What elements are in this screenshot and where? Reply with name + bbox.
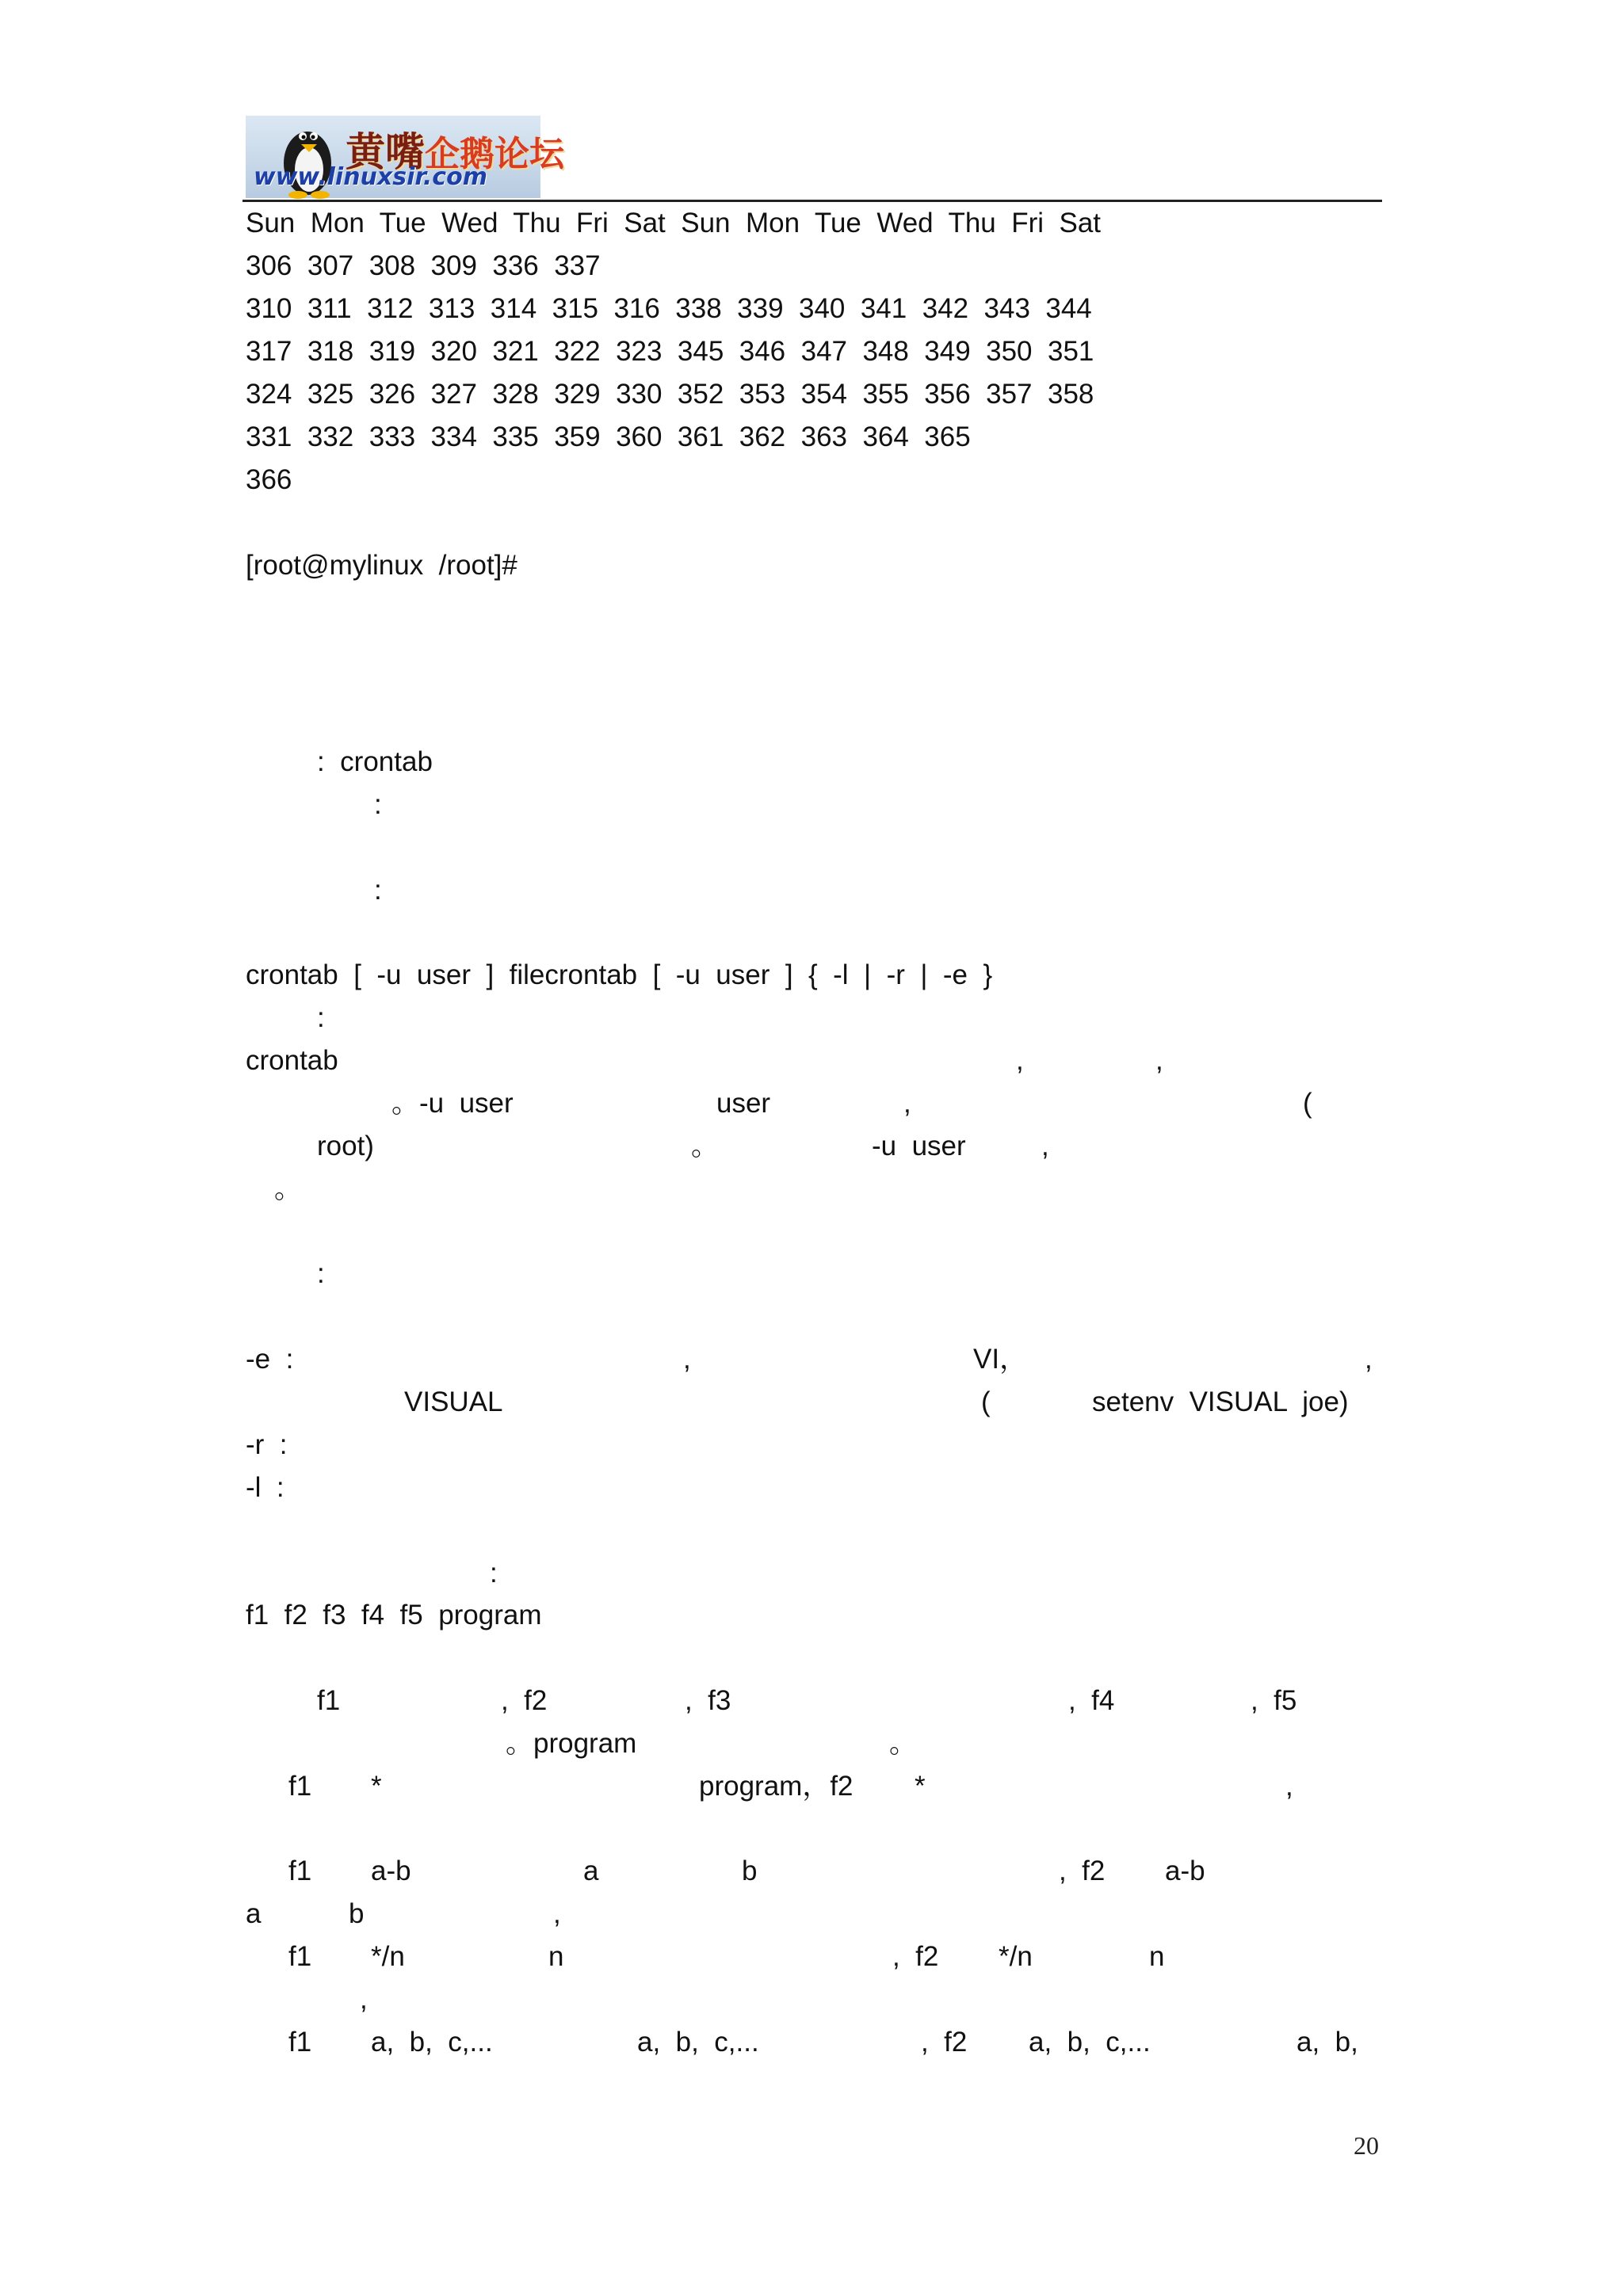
text-fragment: ,: [1365, 1344, 1373, 1375]
calendar-row: 310 311 312 313 314 315 316 338 339 340 341 342 343 344: [246, 293, 1092, 324]
text-fragment: -e :: [246, 1344, 294, 1375]
text-fragment: ,: [1155, 1045, 1163, 1076]
text-fragment: a, b, c,...: [1029, 2027, 1151, 2058]
text-fragment: a: [583, 1855, 599, 1886]
text-fragment: *: [371, 1771, 382, 1802]
text-fragment: : crontab: [317, 746, 433, 777]
text-fragment: crontab: [246, 1045, 338, 1076]
text-fragment: a-b: [1165, 1855, 1205, 1886]
text-fragment: ,: [1016, 1045, 1024, 1076]
logo-title-part: 企鹅论坛: [425, 134, 564, 174]
text-fragment: , f2: [1059, 1855, 1106, 1886]
text-fragment: a: [246, 1898, 262, 1929]
text-fragment: VI，: [973, 1344, 1028, 1375]
text-fragment: user: [716, 1088, 771, 1119]
text-fragment: :: [317, 1002, 325, 1033]
text-fragment: a-b: [371, 1855, 411, 1886]
text-fragment: , f4: [1068, 1685, 1115, 1716]
text-fragment: , f5: [1251, 1685, 1297, 1716]
text-fragment: :: [374, 789, 382, 820]
text-fragment: :: [317, 1258, 325, 1289]
calendar-row: 324 325 326 327 328 329 330 352 353 354 355 356 357 358: [246, 379, 1094, 410]
text-fragment: VISUAL: [404, 1386, 503, 1417]
text-fragment: ,: [683, 1344, 691, 1375]
calendar-header-row: Sun Mon Tue Wed Thu Fri Sat Sun Mon Tue Wed Thu Fri Sat: [246, 208, 1102, 238]
text-fragment: ,: [360, 1984, 368, 2015]
calendar-row: 306 307 308 309 336 337: [246, 250, 601, 281]
text-fragment: ,: [1285, 1771, 1293, 1802]
text-fragment: root): [317, 1131, 374, 1161]
text-fragment: 。: [691, 1131, 720, 1161]
text-fragment: -l :: [246, 1472, 285, 1503]
text-fragment: , f2: [892, 1941, 939, 1972]
text-fragment: a, b, c,...: [371, 2027, 493, 2058]
text-fragment: f1: [317, 1685, 341, 1716]
text-fragment: ,: [903, 1088, 911, 1119]
text-fragment: -r :: [246, 1429, 288, 1460]
text-fragment: (: [1303, 1088, 1312, 1119]
text-fragment: :: [490, 1558, 498, 1589]
text-fragment: f1: [288, 1855, 312, 1886]
text-fragment: */n: [999, 1941, 1033, 1972]
text-fragment: 。: [889, 1728, 918, 1759]
text-fragment: f1 f2 f3 f4 f5 program: [246, 1600, 542, 1630]
text-fragment: 。-u user: [391, 1088, 514, 1119]
text-fragment: f1: [288, 1941, 312, 1972]
text-fragment: n: [1149, 1941, 1165, 1972]
text-fragment: *: [915, 1771, 926, 1802]
calendar-row: 317 318 319 320 321 322 323 345 346 347 348 349 350 351: [246, 336, 1094, 367]
header-rule: [242, 200, 1382, 202]
logo-url: www.linuxsir.com: [254, 163, 487, 191]
text-fragment: :: [374, 875, 382, 906]
text-fragment: 。program: [506, 1728, 637, 1759]
text-fragment: b: [349, 1898, 365, 1929]
text-fragment: crontab [ -u user ] filecrontab [ -u user ] { -l | -r | -e }: [246, 959, 993, 990]
text-fragment: ,: [1041, 1131, 1049, 1161]
logo-title-part: 黄嘴: [346, 129, 425, 175]
text-fragment: , f2: [921, 2027, 968, 2058]
text-fragment: setenv VISUAL joe): [1092, 1386, 1349, 1417]
text-fragment: 。: [274, 1173, 303, 1204]
text-fragment: f1: [288, 2027, 312, 2058]
text-fragment: , f2: [501, 1685, 548, 1716]
shell-prompt: [root@mylinux /root]#: [246, 550, 517, 581]
text-fragment: -u user: [872, 1131, 966, 1161]
text-fragment: ,: [553, 1898, 561, 1929]
calendar-row: 331 332 333 334 335 359 360 361 362 363 364 365: [246, 421, 971, 452]
text-fragment: program，f2: [699, 1771, 854, 1802]
text-fragment: n: [548, 1941, 564, 1972]
text-fragment: , f3: [685, 1685, 731, 1716]
text-fragment: */n: [371, 1941, 405, 1972]
text-fragment: a, b, c,...: [637, 2027, 759, 2058]
page-number: 20: [1354, 2131, 1379, 2160]
text-fragment: (: [981, 1386, 991, 1417]
text-fragment: f1: [288, 1771, 312, 1802]
text-fragment: a, b,: [1296, 2027, 1358, 2058]
calendar-row: 366: [246, 464, 292, 495]
text-fragment: b: [742, 1855, 758, 1886]
forum-logo: [246, 116, 564, 198]
